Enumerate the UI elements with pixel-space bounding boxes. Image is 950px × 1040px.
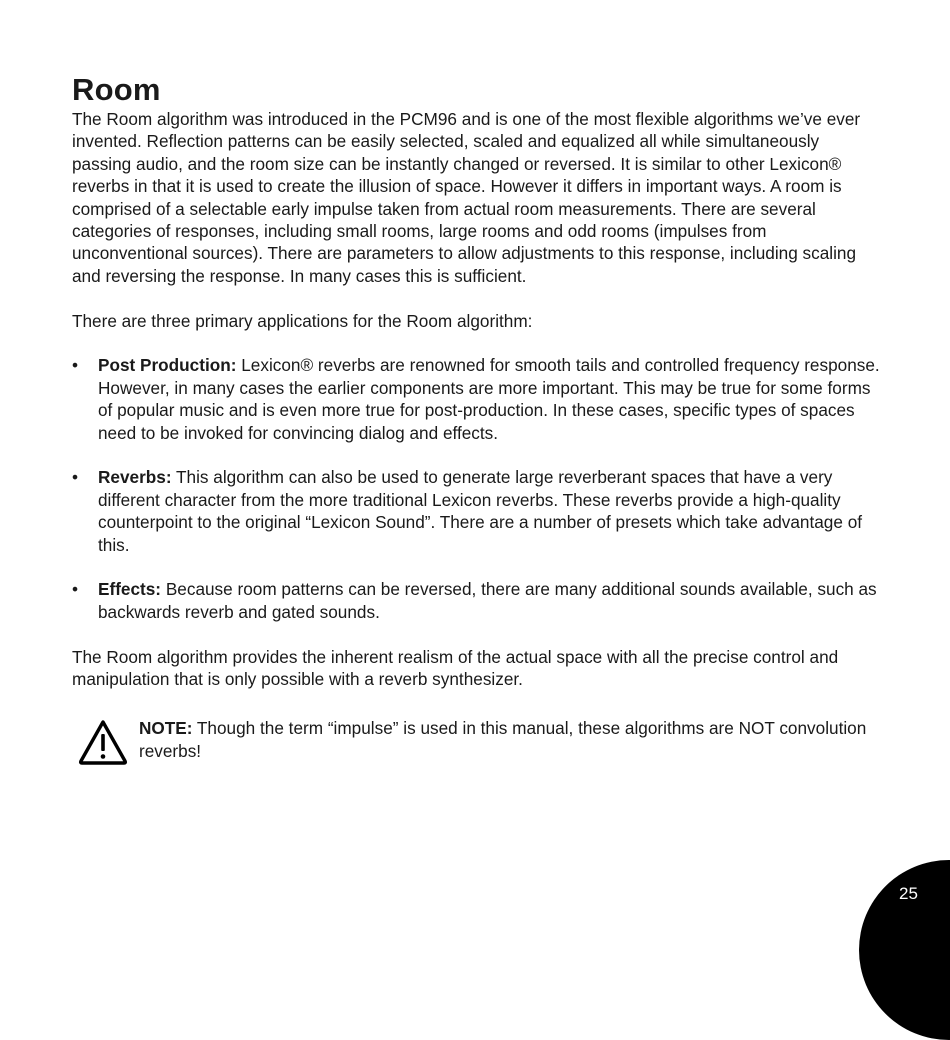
bullet-term: Post Production: — [98, 355, 237, 376]
list-item-post-production — [72, 354, 882, 444]
bullet-marker: • — [72, 579, 79, 600]
note-callout — [72, 717, 882, 765]
bullet-text: Lexicon® reverbs are renowned for smooth tails and controlled frequency response. However, in many cases the earlier components are more important. This may be true for some forms of popular music and is even more true for post-production. In these cases, specific types of spaces need to be invoked for convincing dialog and effects. — [98, 355, 880, 443]
note-label: NOTE: — [139, 718, 193, 739]
bullet-text: This algorithm can also be used to generate large reverberant spaces that have a very different character from the more traditional Lexicon reverbs. These reverbs provide a high-quality counterpoint to the original “Lexicon Sound”. There are a number of presets which take advantage of this. — [98, 467, 863, 555]
section-heading: Room — [72, 72, 161, 107]
applications-intro: There are three primary applications for the Room algorithm: — [72, 310, 533, 331]
list-item-reverbs — [72, 466, 882, 556]
bullet-text: Because room patterns can be reversed, there are many additional sounds available, such as backwards reverb and gated sounds. — [98, 579, 877, 622]
conclusion-paragraph: The Room algorithm provides the inherent realism of the actual space with all the precise control and manipulation that is only possible with a reverb synthesizer. — [72, 646, 839, 690]
warning-triangle-icon — [78, 719, 128, 765]
note-body: Though the term “impulse” is used in this manual, these algorithms are NOT convolution reverbs! — [139, 718, 867, 761]
note-text — [139, 717, 882, 762]
bullet-term: Effects: — [98, 579, 162, 600]
manual-page-content — [72, 70, 882, 765]
bullet-marker: • — [72, 467, 79, 488]
bullet-marker: • — [72, 355, 79, 376]
list-item-effects — [72, 578, 882, 623]
applications-list — [72, 354, 882, 623]
page-number: 25 — [899, 884, 918, 903]
bullet-term: Reverbs: — [98, 467, 172, 488]
intro-paragraph: The Room algorithm was introduced in the PCM96 and is one of the most flexible algorithms we’ve ever invented. Reflection patterns can be easily selected, scaled and equalized all while simultaneously passing audio, and the room size can be instantly changed or reversed. It is similar to other Lexicon® reverbs in that it is used to create the illusion of space. However it differs in important ways. A room is comprised of a selectable early impulse taken from actual room measurements. There are several categories of responses, including small rooms, large rooms and odd rooms (impulses from unconventional sources). There are parameters to allow adjustments to this response, including scaling and reversing the response. In many cases this is sufficient. — [72, 109, 861, 286]
